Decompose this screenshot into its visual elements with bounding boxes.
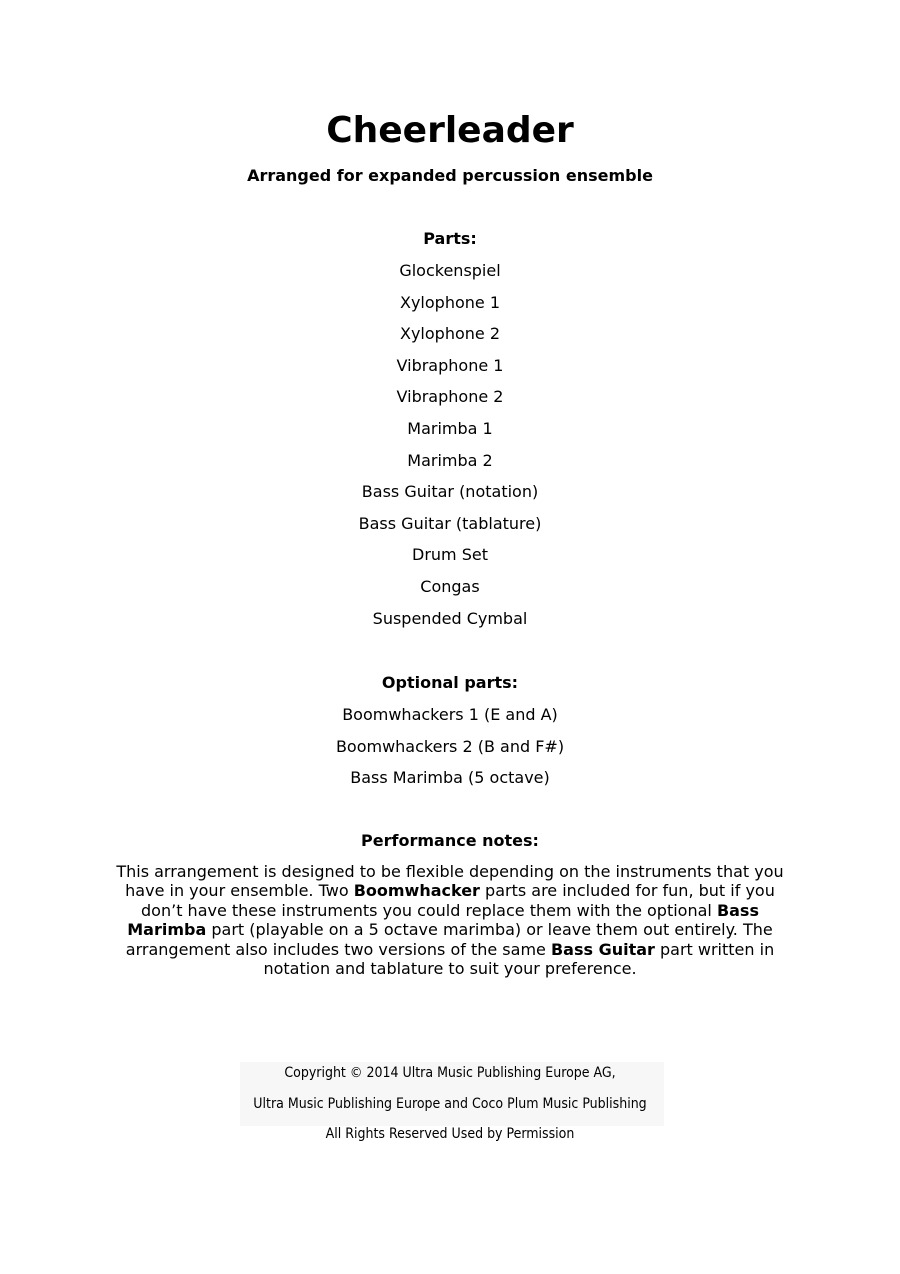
list-item: Marimba 1 (407, 418, 493, 438)
notes-bold-bass-marimba: Bass Marimba (127, 900, 759, 940)
list-item: Bass Marimba (5 octave) (350, 768, 550, 788)
list-item: Congas (420, 576, 480, 596)
optional-parts-list (0, 704, 900, 799)
optional-parts-heading: Optional parts: (381, 673, 519, 692)
parts-heading: Parts: (423, 229, 477, 248)
notes-bold-boomwhacker: Boomwhacker (353, 881, 480, 901)
list-item: Xylophone 2 (400, 324, 500, 344)
notes-text-segment: This arrangement is designed to be flexible depending on the instruments that you have in your ensemble. Two (116, 862, 784, 901)
page-subtitle: Arranged for expanded percussion ensemble (247, 166, 653, 185)
page-title: Cheerleader (326, 110, 574, 151)
copyright-line-3: All Rights Reserved Used by Permission (325, 1126, 575, 1142)
notes-text-segment: parts are included for fun, but if you don’t have these instruments you could replace them with the optional (141, 881, 775, 920)
performance-notes-heading: Performance notes: (361, 831, 539, 850)
list-item: Boomwhackers 1 (E and A) (342, 705, 558, 724)
notes-bold-bass-guitar: Bass Guitar (550, 939, 655, 959)
copyright-line-1: Copyright © 2014 Ultra Music Publishing Europe AG, (284, 1065, 616, 1081)
parts-list (0, 260, 900, 639)
list-item: Xylophone 1 (400, 292, 500, 312)
list-item: Boomwhackers 2 (B and F#) (335, 736, 565, 756)
list-item: Bass Guitar (tablature) (358, 513, 542, 533)
list-item: Suspended Cymbal (372, 608, 528, 628)
list-item: Drum Set (412, 545, 488, 565)
performance-notes-text (108, 862, 792, 978)
list-item: Vibraphone 1 (396, 355, 504, 375)
notes-text-segment: part (playable on a 5 octave marimba) or leave them out entirely. The arrangement also includes two versions of the same (125, 920, 773, 959)
notes-text-segment: part written in notation and tablature to suit your preference. (263, 939, 775, 979)
list-item: Glockenspiel (399, 261, 501, 280)
list-item: Vibraphone 2 (396, 387, 504, 407)
list-item: Marimba 2 (407, 450, 493, 470)
list-item: Bass Guitar (notation) (361, 482, 539, 502)
copyright-line-2: Ultra Music Publishing Europe and Coco Plum Music Publishing (253, 1096, 647, 1112)
